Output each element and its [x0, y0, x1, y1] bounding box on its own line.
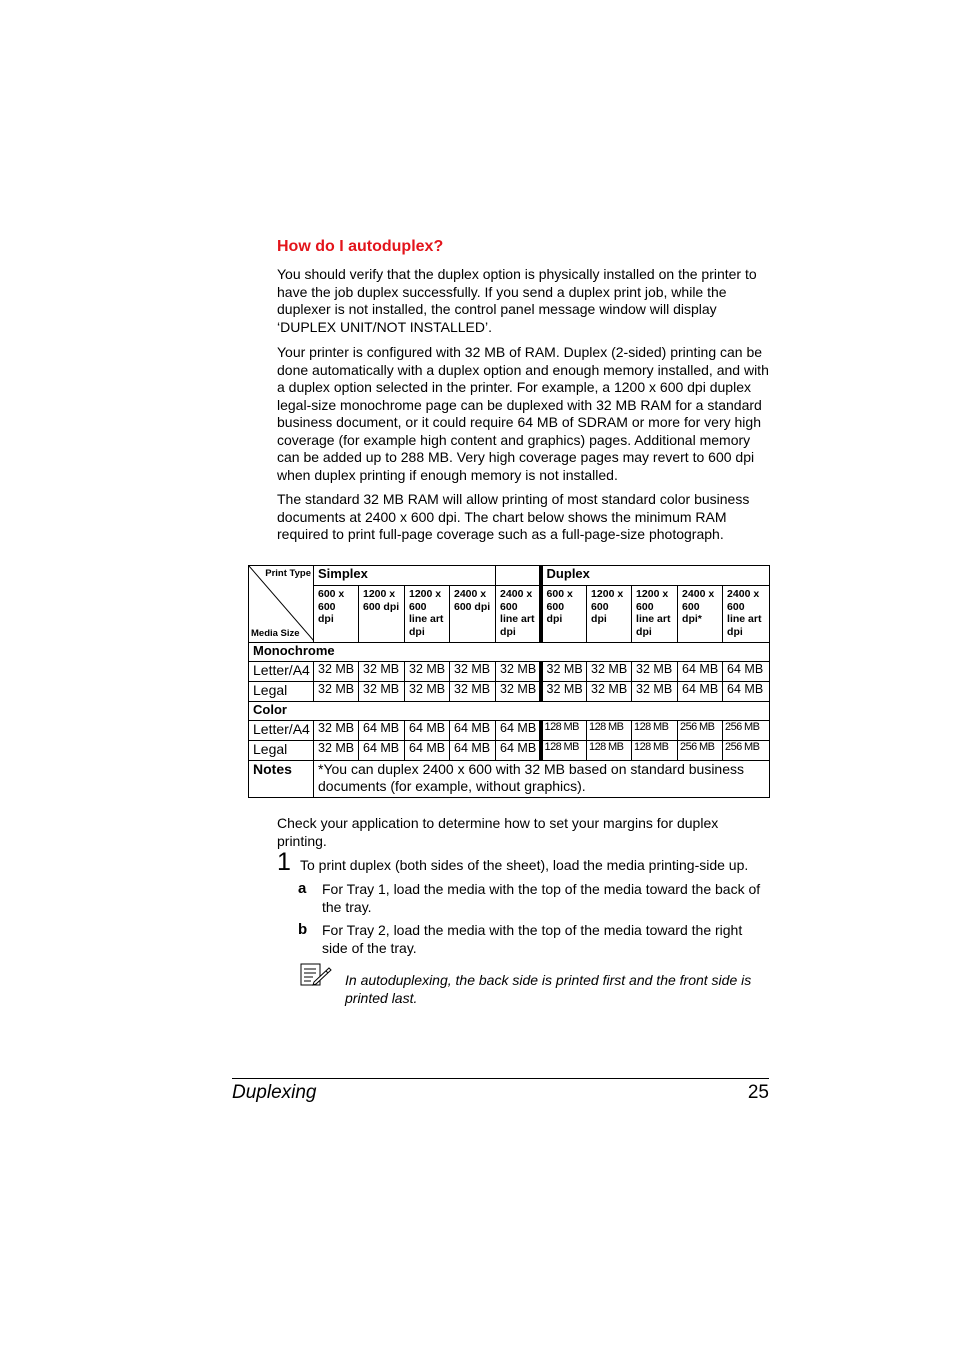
memory-cell: 32 MB — [587, 662, 632, 682]
notes-text: *You can duplex 2400 x 600 with 32 MB based on standard business documents (for example, without graphics). — [314, 761, 770, 798]
simplex-group-spacer — [496, 566, 541, 586]
memory-cell: 256 MB — [723, 721, 770, 741]
media-size-cell: Letter/A4 — [249, 721, 314, 741]
memory-cell: 32 MB — [405, 682, 450, 702]
substep-letter: b — [298, 921, 308, 938]
memory-cell: 128 MB — [632, 741, 678, 761]
memory-cell: 32 MB — [632, 662, 678, 682]
memory-cell: 64 MB — [723, 662, 770, 682]
column-header: 2400 x 600 line art dpi — [723, 586, 770, 643]
memory-cell: 64 MB — [678, 662, 723, 682]
memory-cell: 64 MB — [405, 721, 450, 741]
memory-cell: 32 MB — [632, 682, 678, 702]
footer-divider — [232, 1078, 769, 1079]
memory-cell: 128 MB — [632, 721, 678, 741]
memory-cell: 32 MB — [541, 662, 587, 682]
memory-cell: 32 MB — [405, 662, 450, 682]
intro-paragraph: You should verify that the duplex option is physically installed on the printer to have the job duplex successfully. If you send a duplex print job, while the duplexer is not installed, the control panel message window will display ‘DUPLEX UNIT/NOT INSTALLED’. — [277, 266, 757, 335]
memory-cell: 128 MB — [541, 721, 587, 741]
memory-cell: 256 MB — [723, 741, 770, 761]
memory-cell: 128 MB — [541, 741, 587, 761]
column-header: 1200 x 600 dpi — [587, 586, 632, 643]
column-header: 2400 x 600 line art dpi — [496, 586, 541, 643]
table-corner-cell — [249, 566, 314, 643]
simplex-group-header: Simplex — [314, 566, 496, 586]
duplex-group-header: Duplex — [541, 566, 770, 586]
media-size-cell: Legal — [249, 682, 314, 702]
memory-cell: 64 MB — [450, 741, 496, 761]
table-row — [249, 721, 770, 741]
table-row — [249, 741, 770, 761]
section-heading: How do I autoduplex? — [277, 238, 444, 255]
memory-cell: 32 MB — [541, 682, 587, 702]
substep-text: For Tray 1, load the media with the top of the media toward the back of the tray. — [322, 881, 761, 915]
memory-cell: 32 MB — [314, 662, 359, 682]
media-size-cell: Letter/A4 — [249, 662, 314, 682]
media-size-cell: Legal — [249, 741, 314, 761]
memory-cell: 256 MB — [678, 741, 723, 761]
memory-cell: 64 MB — [450, 721, 496, 741]
memory-cell: 32 MB — [587, 682, 632, 702]
column-header: 600 x 600 dpi — [541, 586, 587, 643]
step-number: 1 — [277, 848, 291, 876]
memory-cell: 128 MB — [587, 721, 632, 741]
memory-cell: 128 MB — [587, 741, 632, 761]
notes-label: Notes — [249, 761, 314, 798]
memory-cell: 32 MB — [450, 682, 496, 702]
note-text: In autoduplexing, the back side is printed first and the front side is printed last. — [345, 972, 752, 1006]
column-header: 600 x 600 dpi — [314, 586, 359, 643]
memory-cell: 32 MB — [314, 682, 359, 702]
note-pencil-icon — [300, 963, 332, 994]
media-size-label: Media Size — [251, 628, 300, 639]
memory-cell: 32 MB — [359, 662, 405, 682]
section-row-color: Color — [249, 702, 770, 721]
column-header: 1200 x 600 line art dpi — [405, 586, 450, 643]
substep-letter: a — [298, 880, 307, 897]
memory-cell: 256 MB — [678, 721, 723, 741]
chart-intro-paragraph: The standard 32 MB RAM will allow printing of most standard color business documents at 2400 x 600 dpi. The chart below shows the minimum RAM required to print full-page coverage such as a full-page-size photograph. — [277, 491, 750, 542]
substep-text: For Tray 2, load the media with the top of the media toward the right side of the tray. — [322, 922, 743, 956]
step-text: To print duplex (both sides of the sheet), load the media printing-side up. — [300, 857, 749, 873]
footer-page-number: 25 — [747, 1082, 769, 1103]
memory-cell: 64 MB — [359, 741, 405, 761]
memory-cell: 32 MB — [314, 741, 359, 761]
memory-cell: 64 MB — [723, 682, 770, 702]
ram-paragraph: Your printer is configured with 32 MB of RAM. Duplex (2-sided) printing can be done automatically with a duplex option and enough memory installed, and with a duplex option selected in the printer. For example, a 1200 x 600 dpi duplex legal-size monochrome page can be duplexed with 32 MB RAM for a standard business document, or it could require 64 MB of SDRAM or more for very high coverage (for example high content and graphics) pages. Additional memory can be added up to 288 MB. Very high coverage pages may revert to 600 dpi when duplex printing if enough memory is not installed. — [277, 344, 769, 483]
memory-cell: 64 MB — [359, 721, 405, 741]
memory-cell: 32 MB — [496, 682, 541, 702]
column-header: 1200 x 600 dpi — [359, 586, 405, 643]
memory-cell: 32 MB — [314, 721, 359, 741]
print-type-label: Print Type — [265, 568, 311, 579]
footer-chapter: Duplexing — [232, 1082, 317, 1103]
column-header: 1200 x 600 line art dpi — [632, 586, 678, 643]
memory-cell: 32 MB — [496, 662, 541, 682]
table-row — [249, 662, 770, 682]
memory-cell: 64 MB — [496, 741, 541, 761]
margins-paragraph: Check your application to determine how to set your margins for duplex printing. — [277, 815, 719, 849]
section-row-monochrome: Monochrome — [249, 643, 770, 662]
memory-cell: 32 MB — [359, 682, 405, 702]
column-header: 2400 x 600 dpi* — [678, 586, 723, 643]
memory-cell: 32 MB — [450, 662, 496, 682]
memory-requirements-table — [248, 565, 770, 798]
column-header: 2400 x 600 dpi — [450, 586, 496, 643]
memory-cell: 64 MB — [405, 741, 450, 761]
memory-cell: 64 MB — [678, 682, 723, 702]
memory-cell: 64 MB — [496, 721, 541, 741]
table-row — [249, 682, 770, 702]
